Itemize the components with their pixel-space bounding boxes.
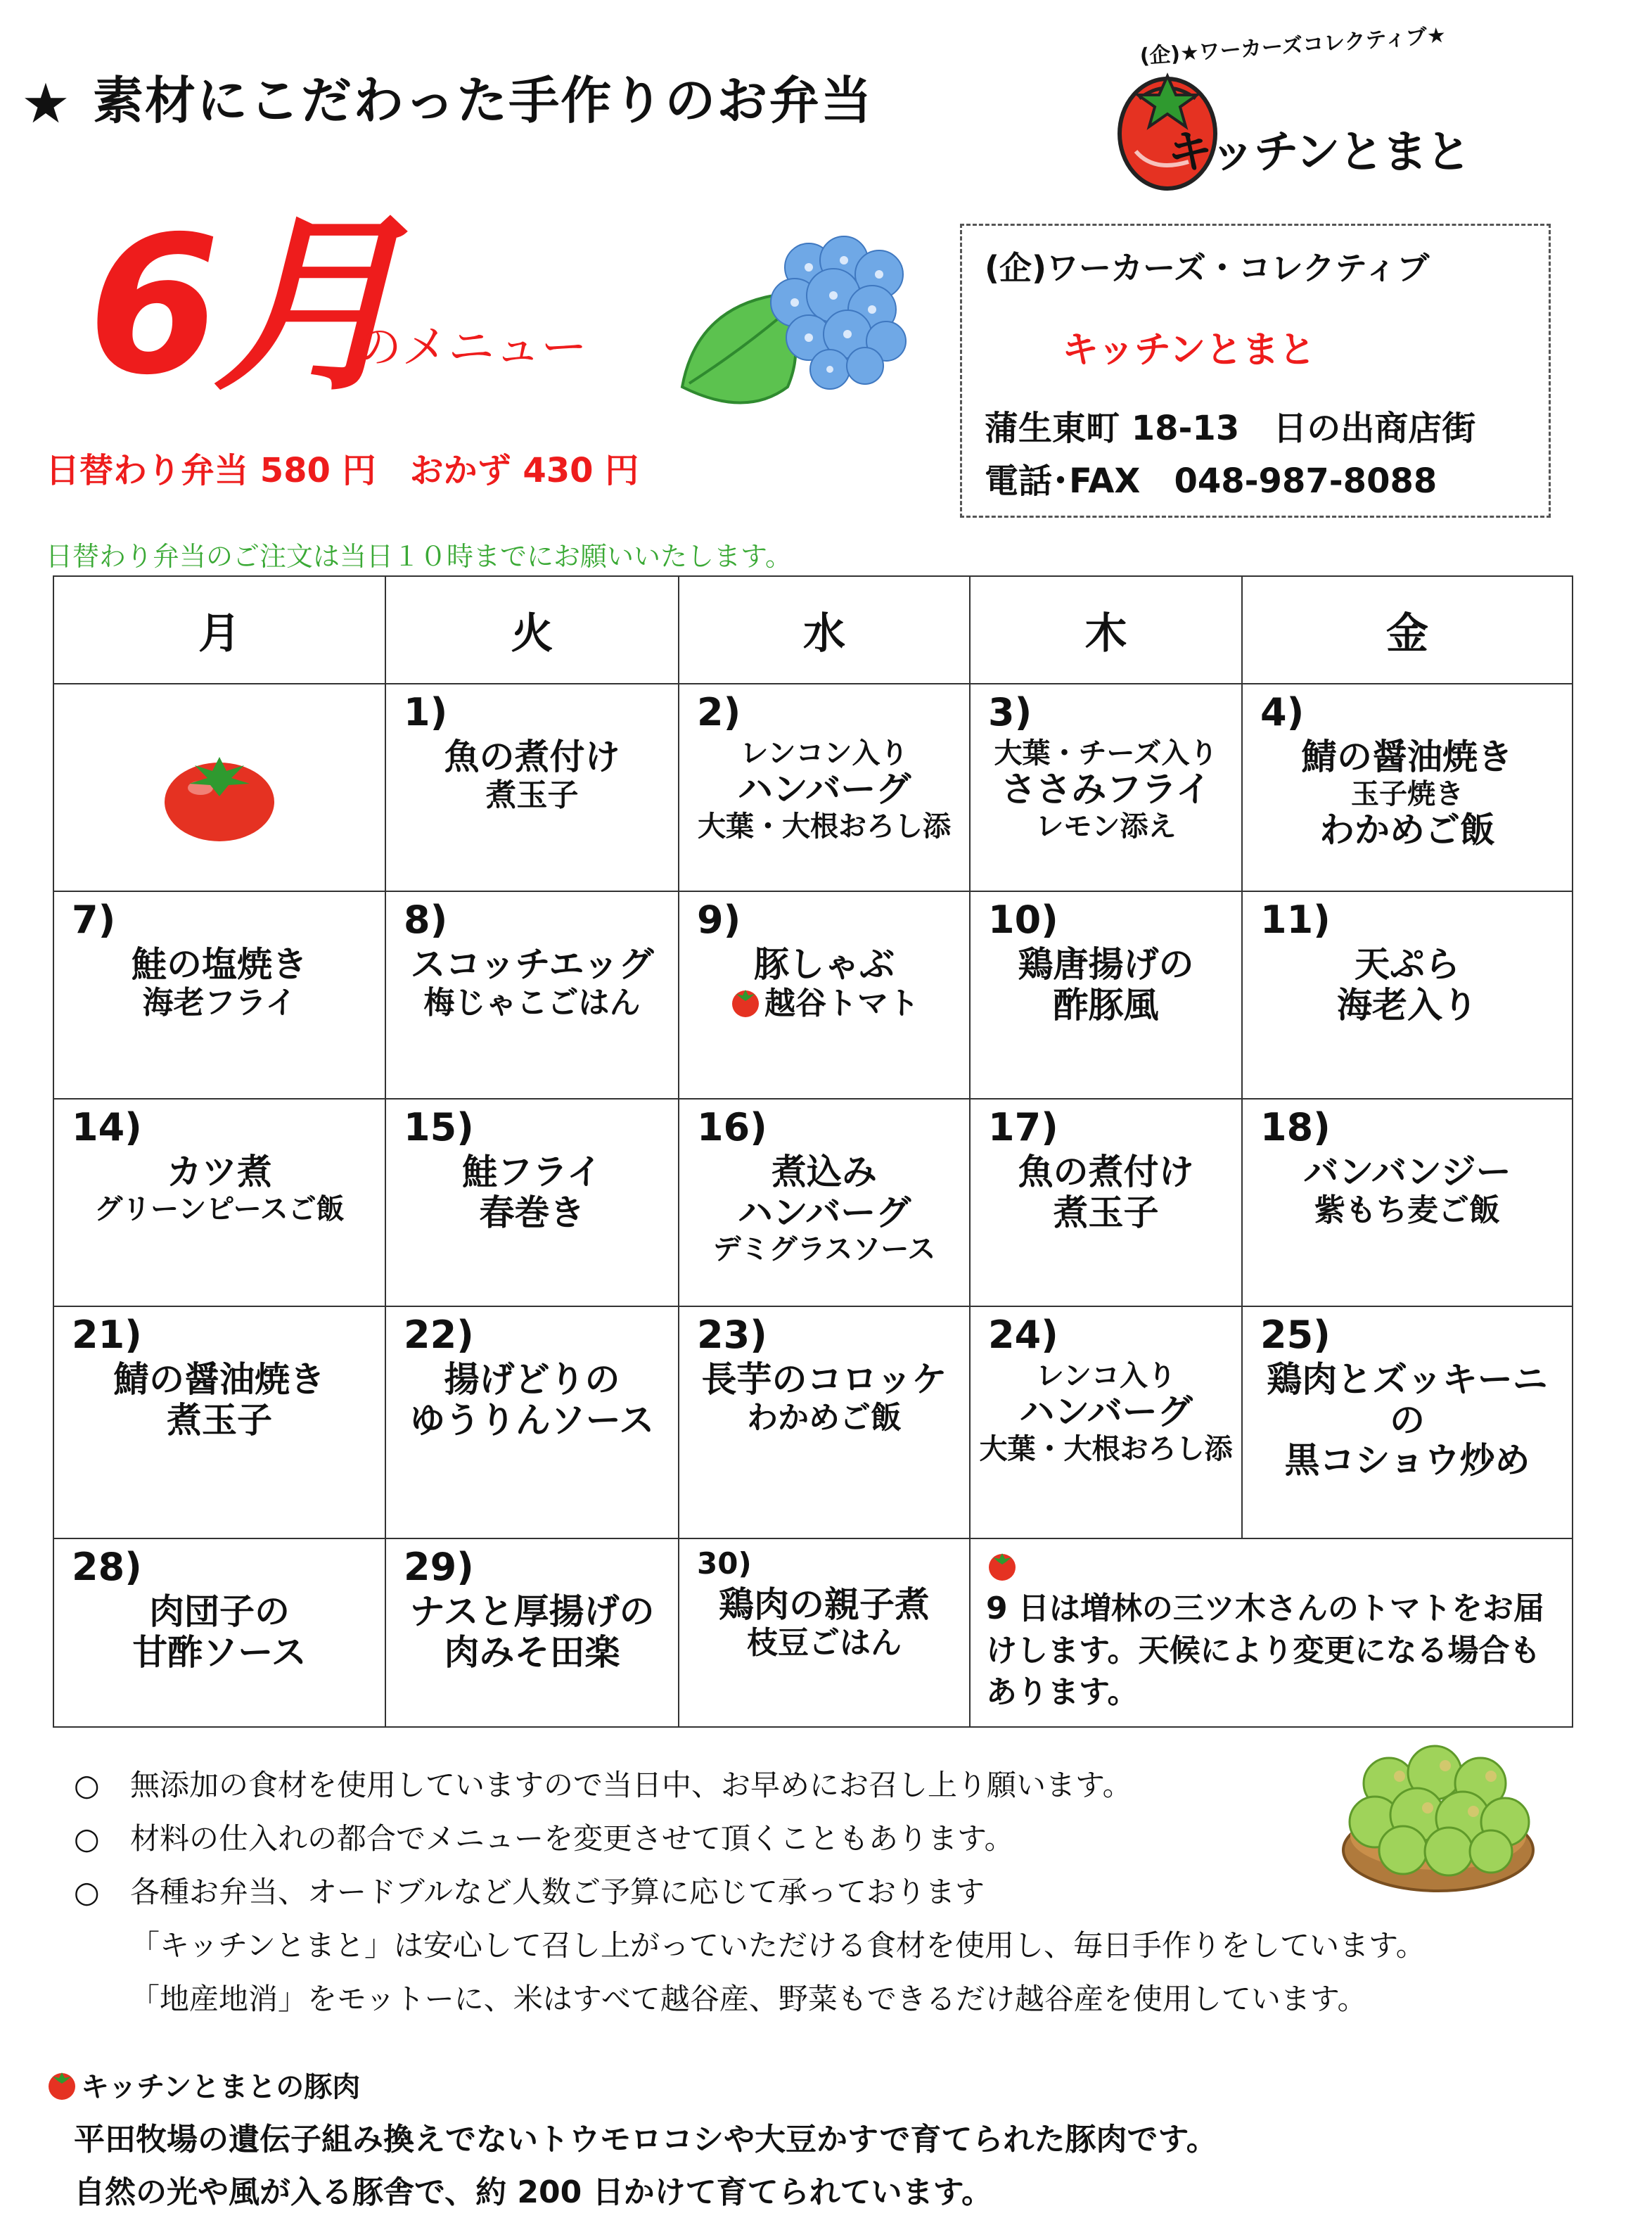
weekday-tue: 火: [385, 576, 679, 684]
pork-description-2: 自然の光や風が入る豚舎で、約 200 日かけて育てられています。: [74, 2174, 993, 2210]
price-text: 日替わり弁当 580 円 おかず 430 円: [46, 451, 639, 490]
dish-side: 玉子焼き: [1351, 777, 1464, 810]
dish-note: レンコン入り: [740, 737, 909, 770]
day-number: 8): [404, 898, 448, 942]
dish-main: の: [1390, 1399, 1425, 1441]
bullet-icon: ○: [74, 1875, 100, 1909]
day-cell: [53, 891, 385, 1099]
day-number: 30): [697, 1546, 752, 1581]
day-cell: [53, 1538, 385, 1727]
dish-main: 甘酢ソース: [132, 1631, 307, 1673]
weekday-fri: 金: [1242, 576, 1573, 684]
note-item: ○ 材料の仕入れの都合でメニューを変更させて頂くこともあります。: [74, 1812, 1426, 1866]
info-shop-name: キッチンとまと: [1062, 329, 1316, 371]
tomato-icon: [729, 986, 762, 1018]
tomato-note: [986, 1546, 1558, 1714]
bullet-icon: ○: [74, 1768, 100, 1802]
day-number: 18): [1260, 1105, 1331, 1149]
order-deadline-note: 日替わり弁当のご注文は当日１０時までにお願いいたします。: [46, 541, 792, 572]
dish-main: 鶏唐揚げの: [1018, 944, 1194, 985]
day-cell: [679, 891, 970, 1099]
day-number: 28): [72, 1545, 142, 1589]
star-icon: ★: [21, 72, 72, 136]
day-cell: [1242, 1306, 1573, 1538]
tomato-note-cell: [970, 1538, 1573, 1727]
dish-side: 春巻き: [479, 1192, 585, 1233]
dish-main: 肉みそ田楽: [444, 1631, 620, 1673]
dish-main: ささみフライ: [1001, 769, 1211, 810]
month-suffix: のメニュー: [355, 320, 587, 374]
day-cell-empty: [53, 684, 385, 891]
dish-rice: 枝豆ごはん: [747, 1624, 902, 1661]
note-item: ○ 各種お弁当、オードブルなど人数ご予算に応じて承っております: [74, 1866, 1426, 1919]
tomato-icon: [46, 2068, 78, 2101]
dish-main: バンバンジー: [1303, 1152, 1511, 1192]
dish-main: ハンバーグ: [1019, 1391, 1193, 1432]
day-cell: [385, 1099, 679, 1306]
dish-rice: わかめご飯: [747, 1399, 902, 1436]
day-number: 16): [697, 1105, 767, 1149]
day-cell: [970, 1306, 1242, 1538]
bullet-icon: ○: [74, 1821, 100, 1856]
ume-basket-icon: [1336, 1731, 1540, 1899]
weekday-wed: 水: [679, 576, 970, 684]
dish-rice: わかめご飯: [1319, 809, 1495, 850]
dish-main: ナスと厚揚げの: [409, 1591, 655, 1632]
dish-side: 煮玉子: [1053, 1192, 1159, 1233]
dish-side-text: 越谷トマト: [764, 985, 919, 1021]
dish-main: 魚の煮付け: [1018, 1152, 1194, 1192]
day-cell: [53, 1099, 385, 1306]
day-number: 11): [1260, 898, 1331, 942]
day-number: 9): [697, 898, 741, 942]
note-item: 「キッチンとまと」は安心して召し上がっていただける食材を使用し、毎日手作りをしています。: [130, 1928, 1426, 1963]
day-cell: [385, 684, 679, 891]
dish-main: 肉団子の: [149, 1591, 290, 1632]
day-number: 14): [72, 1105, 142, 1149]
pork-title-text: キッチンとまとの豚肉: [81, 2071, 361, 2103]
dish-main: ゆうりんソース: [409, 1399, 655, 1441]
dish-rice: 梅じゃこごはん: [423, 984, 641, 1021]
day-number: 17): [988, 1105, 1058, 1149]
dish-main: 鯖の醤油焼き: [1302, 737, 1513, 777]
day-cell: [970, 1099, 1242, 1306]
day-cell: [679, 1538, 970, 1727]
day-number: 15): [404, 1105, 474, 1149]
day-number: 21): [72, 1313, 142, 1357]
dish-note: 煮込み: [771, 1152, 877, 1192]
slogan-text: 素材にこだわった手作りのお弁当: [92, 71, 873, 130]
pork-section-title: [46, 2065, 360, 2105]
day-cell: [970, 684, 1242, 891]
month-title: 6月: [88, 195, 396, 416]
dish-main: 酢豚風: [1053, 984, 1159, 1026]
dish-side: 海老フライ: [142, 984, 297, 1021]
day-number: 10): [988, 898, 1058, 942]
day-cell: [385, 891, 679, 1099]
day-cell: [679, 684, 970, 891]
dish-side: [679, 986, 969, 1022]
dish-note: 大葉・チーズ入り: [994, 737, 1218, 770]
day-cell: [970, 891, 1242, 1099]
dish-rice: 紫もち麦ご飯: [1314, 1192, 1500, 1228]
day-number: 1): [404, 690, 448, 734]
dish-main: 天ぷら: [1355, 944, 1460, 985]
dish-main: 魚の煮付け: [444, 737, 620, 777]
weekday-mon: 月: [53, 576, 385, 684]
day-number: 22): [404, 1313, 474, 1357]
day-cell: [53, 1306, 385, 1538]
dish-main: 揚げどりの: [444, 1359, 620, 1400]
weekday-thu: 木: [970, 576, 1242, 684]
note-item: ○ 無添加の食材を使用していますので当日中、お早めにお召し上り願います。: [74, 1759, 1426, 1812]
dish-main: ハンバーグ: [737, 769, 911, 810]
day-number: 29): [404, 1545, 474, 1589]
logo-caption: (企)★ワーカーズコレクティブ★: [1139, 23, 1447, 70]
day-cell: [385, 1538, 679, 1727]
logo-name: キッチンとまと: [1167, 127, 1470, 179]
day-cell: [385, 1306, 679, 1538]
pork-description-1: 平田牧場の遺伝子組み換えでないトウモロコシや大豆かすで育てられた豚肉です。: [74, 2122, 1217, 2158]
note-item: 「地産地消」をモットーに、米はすべて越谷産、野菜もできるだけ越谷産を使用しています。: [130, 1982, 1367, 2016]
day-cell: [679, 1306, 970, 1538]
day-cell: [1242, 891, 1573, 1099]
dish-note: レンコ入り: [1036, 1360, 1176, 1392]
dish-side: 大葉・大根おろし添: [979, 1432, 1233, 1465]
dish-main: 鶏肉とズッキーニ: [1267, 1359, 1548, 1400]
dish-main: 鶏肉の親子煮: [719, 1584, 930, 1625]
dish-side: デミグラスソース: [712, 1233, 936, 1266]
day-cell: [679, 1099, 970, 1306]
dish-main: 鮭フライ: [462, 1152, 602, 1192]
dish-main: 鮭の塩焼き: [132, 944, 307, 985]
day-number: 4): [1260, 690, 1305, 734]
info-company: (企)ワーカーズ・コレクティブ: [985, 249, 1430, 287]
info-address: 蒲生東町 18-13 日の出商店街: [985, 409, 1476, 448]
dish-side: 大葉・大根おろし添: [698, 810, 951, 843]
day-number: 25): [1260, 1313, 1331, 1357]
dish-side: 海老入り: [1337, 984, 1478, 1026]
notes-list: [74, 1759, 1426, 2026]
dish-rice: グリーンピースご飯: [94, 1192, 345, 1225]
tomato-note-text: 9 日は増林の三ツ木さんのトマトをお届けします。天候により変更になる場合もあります。: [986, 1591, 1544, 1711]
dish-main: 豚しゃぶ: [754, 944, 895, 985]
slogan: [21, 60, 873, 136]
menu-calendar: [53, 575, 1573, 1728]
day-number: 2): [697, 690, 741, 734]
dish-main: 黒コショウ炒め: [1284, 1440, 1530, 1481]
day-number: 7): [72, 898, 116, 942]
dish-main: 鯖の醤油焼き: [114, 1359, 325, 1400]
dish-main: カツ煮: [167, 1152, 272, 1192]
info-tel: 電話･FAX 048-987-8088: [985, 461, 1438, 501]
dish-main: 長芋のコロッケ: [701, 1359, 947, 1400]
tomato-icon: [160, 744, 279, 843]
day-number: 23): [697, 1313, 767, 1357]
dish-main: スコッチエッグ: [410, 944, 654, 985]
day-cell: [1242, 684, 1573, 891]
day-number: 3): [988, 690, 1032, 734]
day-cell: [1242, 1099, 1573, 1306]
dish-side: レモン添え: [1035, 810, 1177, 843]
hydrangea-icon: [668, 225, 921, 429]
tomato-icon: [986, 1549, 1018, 1581]
dish-main: ハンバーグ: [737, 1192, 911, 1233]
dish-side: 煮玉子: [167, 1399, 272, 1441]
day-number: 24): [988, 1313, 1058, 1357]
dish-side: 煮玉子: [485, 777, 579, 813]
